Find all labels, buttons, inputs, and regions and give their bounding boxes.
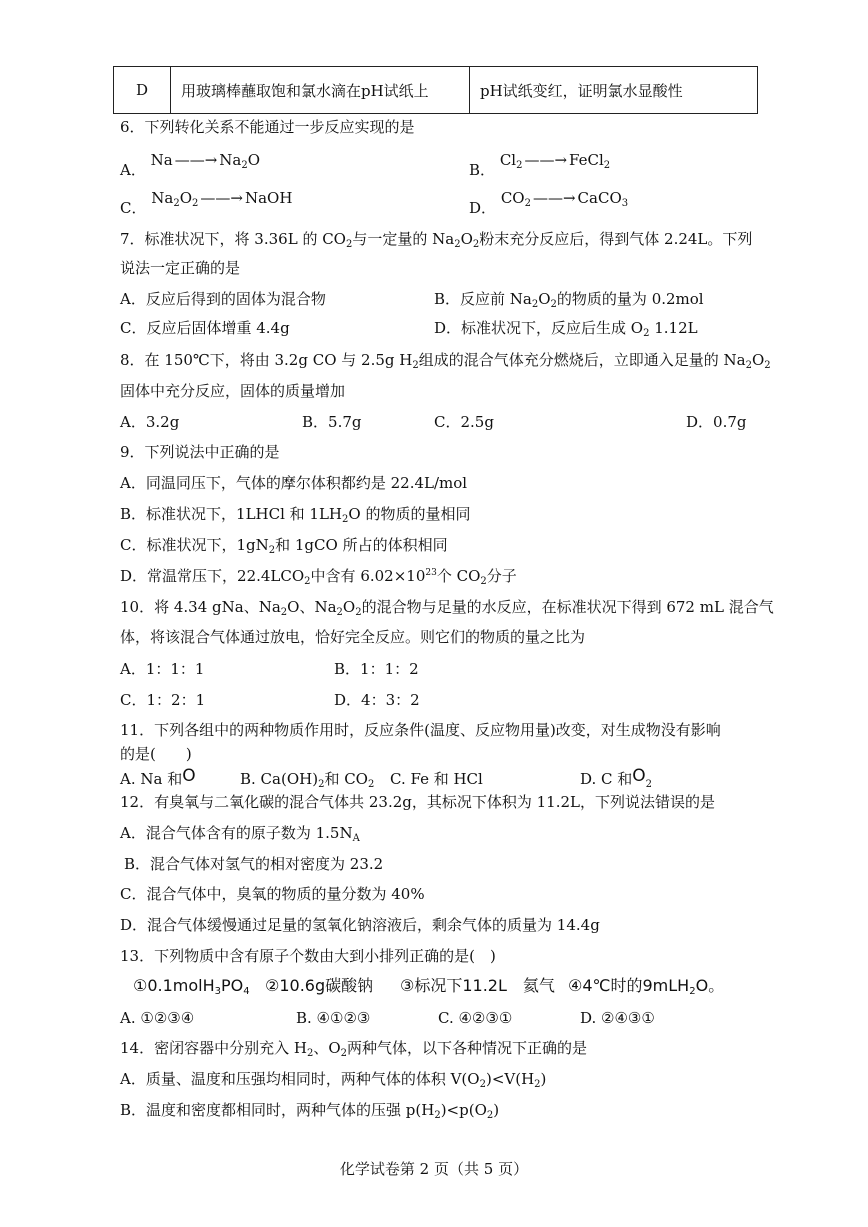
q11-option-a <box>120 766 196 789</box>
option-letter: A． <box>120 161 146 179</box>
text: ①0.1molH <box>133 976 215 995</box>
text: O <box>751 351 765 369</box>
q10-option-d: D．4：3：2 <box>334 691 420 709</box>
formula: Na <box>151 189 174 207</box>
subscript: 2 <box>745 360 752 371</box>
subscript: 3 <box>621 198 629 209</box>
formula: Cl <box>499 151 517 169</box>
q6-option-a <box>120 151 261 180</box>
text: )<p(O <box>440 1101 487 1119</box>
q9-option-d <box>120 566 517 586</box>
q7-stem-line2: 说法一定正确的是 <box>120 259 241 277</box>
q13-item-4 <box>568 976 724 996</box>
subscript: 2 <box>412 360 419 371</box>
text: ④4℃时的9mLH <box>568 976 690 995</box>
q12-option-c: C．混合气体中，臭氧的物质的量分数为 40% <box>120 885 425 903</box>
option-letter: D． <box>469 199 497 217</box>
text: 组成的混合气体充分燃烧后，立即通入足量的 Na <box>418 351 746 369</box>
q13-item-2: ②10.6g碳酸钠 <box>265 976 374 995</box>
text: 粉末充分反应后，得到气体 2.24L。下列 <box>479 230 753 248</box>
text: 1.12L <box>649 319 698 337</box>
q12-stem: 12．有臭氧与二氧化碳的混合气体共 23.2g，其标况下体积为 11.2L，下列说法错误的是 <box>120 793 715 811</box>
q12-option-d: D．混合气体缓慢通过足量的氢氧化钠溶液后，剩余气体的质量为 14.4g <box>120 916 600 934</box>
q14-option-a <box>120 1069 546 1089</box>
q13-stem: 13．下列物质中含有原子个数由大到小排列正确的是( ) <box>120 947 496 965</box>
text: A. Na 和 <box>120 770 183 788</box>
q14-option-b <box>120 1100 499 1120</box>
subscript: 2 <box>241 160 248 171</box>
text: O <box>182 766 196 786</box>
q7-option-a: A．反应后得到的固体为混合物 <box>120 290 326 308</box>
table-row <box>114 67 758 114</box>
text: 的混合物与足量的水反应，在标准状况下得到 672 mL 混合气 <box>361 598 774 616</box>
q12-option-a <box>120 823 360 843</box>
q9-stem: 9．下列说法中正确的是 <box>120 443 280 461</box>
q13-option-d: D. ②④③① <box>580 1009 655 1027</box>
text: 和 CO <box>324 770 368 788</box>
subscript: 2 <box>603 160 611 171</box>
text: ) <box>540 1070 547 1088</box>
subscript: 2 <box>336 607 343 618</box>
subscript: 2 <box>318 779 325 790</box>
q11-stem-line1: 11．下列各组中的两种物质作用时，反应条件(温度、反应物用量)改变，对生成物没有影响 <box>120 721 721 739</box>
q11-option-b <box>240 769 374 789</box>
q9-option-b <box>120 504 470 524</box>
text: 分子 <box>486 567 517 585</box>
text: 10．将 4.34 gNa、Na <box>120 598 281 616</box>
text: B. Ca(OH) <box>240 770 319 788</box>
q6-stem: 6．下列转化关系不能通过一步反应实现的是 <box>120 118 415 136</box>
text: O、Na <box>287 598 337 616</box>
formula: Na <box>150 151 173 169</box>
subscript: 4 <box>243 986 250 997</box>
q8-option-d: D．0.7g <box>686 413 747 431</box>
text: 的物质的量为 0.2mol <box>556 290 704 308</box>
q8-stem-line2: 固体中充分反应，固体的质量增加 <box>120 382 346 400</box>
text: 两种气体，以下各种情况下正确的是 <box>347 1039 588 1057</box>
text: B．温度和密度都相同时，两种气体的压强 p(H <box>120 1101 435 1119</box>
text: O <box>342 598 356 616</box>
subscript: 3 <box>214 986 222 997</box>
superscript: 23 <box>425 568 437 578</box>
subscript: 2 <box>643 328 650 339</box>
text: D. C 和 <box>580 770 633 788</box>
subscript: 2 <box>345 239 353 250</box>
q11-option-c: C. Fe 和 HCl <box>390 770 483 788</box>
subscript: 2 <box>645 779 653 790</box>
subscript: 2 <box>367 779 375 790</box>
q10-stem-line1 <box>120 597 774 617</box>
subscript: 2 <box>342 514 349 525</box>
answer-table <box>113 66 758 114</box>
q13-option-a: A. ①②③④ <box>120 1009 195 1027</box>
text: B．反应前 Na <box>434 290 532 308</box>
text: D．标准状况下，反应后生成 O <box>434 319 644 337</box>
q9-option-a: A．同温同压下，气体的摩尔体积都约是 22.4L/mol <box>120 474 468 492</box>
text: 7．标准状况下，将 3.36L 的 CO <box>120 230 346 248</box>
formula: Na <box>219 151 242 169</box>
subscript: 2 <box>472 239 480 250</box>
text: A．质量、温度和压强均相同时，两种气体的体积 V(O <box>120 1070 480 1088</box>
formula: O <box>179 189 193 207</box>
q10-option-c: C．1：2：1 <box>120 691 206 709</box>
q8-option-c: C．2.5g <box>434 413 494 431</box>
subscript: 2 <box>280 607 288 618</box>
q8-option-b: B．5.7g <box>302 413 362 431</box>
subscript: 2 <box>516 160 523 171</box>
q10-option-a: A．1：1：1 <box>120 660 205 678</box>
subscript: 2 <box>486 1110 494 1121</box>
formula: O <box>247 151 261 169</box>
table-cell-label: D <box>114 67 171 114</box>
formula: CO <box>500 189 525 207</box>
page-footer: 化学试卷第 2 页（共 5 页） <box>339 1160 529 1178</box>
q12-option-b: B．混合气体对氢气的相对密度为 23.2 <box>124 855 384 873</box>
table-cell-operation: 用玻璃棒蘸取饱和氯水滴在pH试纸上 <box>171 67 470 114</box>
text: B．标准状况下，1LHCl 和 1LH <box>120 505 343 523</box>
arrow-icon: ——→ <box>532 189 576 207</box>
subscript: 2 <box>764 360 771 371</box>
arrow-icon: ——→ <box>524 151 568 169</box>
q6-option-b <box>469 151 611 180</box>
subscript: 2 <box>355 607 362 618</box>
text: 14．密闭容器中分别充入 H <box>120 1039 307 1057</box>
q6-option-c <box>120 189 293 218</box>
arrow-icon: ——→ <box>200 189 243 207</box>
subscript: 2 <box>689 986 696 997</box>
subscript: 2 <box>480 576 487 587</box>
subscript: 2 <box>454 239 461 250</box>
formula: CaCO <box>577 189 622 207</box>
q7-stem-line1 <box>120 229 752 249</box>
text: O <box>538 290 551 308</box>
text: O <box>460 230 473 248</box>
text: D．常温常压下，22.4LCO <box>120 567 305 585</box>
text: ) <box>493 1101 500 1119</box>
subscript: 2 <box>173 198 180 209</box>
formula: NaOH <box>244 189 293 207</box>
formula: FeCl <box>569 151 604 169</box>
q7-option-b <box>434 289 704 309</box>
q6-option-d <box>469 189 629 218</box>
text: A．混合气体含有的原子数为 1.5N <box>120 824 353 842</box>
subscript: 2 <box>534 1079 541 1090</box>
subscript: 2 <box>524 198 531 209</box>
text: 8．在 150℃下，将由 3.2g CO 与 2.5g H <box>120 351 413 369</box>
text: O 的物质的量相同 <box>348 505 471 523</box>
option-letter: C． <box>120 199 147 217</box>
table-cell-conclusion: pH试纸变红，证明氯水显酸性 <box>470 67 758 114</box>
subscript: 2 <box>306 1048 314 1059</box>
subscript: 2 <box>550 299 557 310</box>
q13-item-1 <box>133 976 250 996</box>
q8-stem-line1 <box>120 350 771 370</box>
subscript: A <box>352 833 360 844</box>
q10-option-b: B．1：1：2 <box>334 660 419 678</box>
q11-option-d <box>580 766 653 790</box>
text: 中含有 6.02×10 <box>310 567 426 585</box>
text: 与一定量的 Na <box>352 230 455 248</box>
q10-stem-line2: 体，将该混合气体通过放电，恰好完全反应。则它们的物质的量之比为 <box>120 628 586 646</box>
option-letter: B． <box>469 161 496 179</box>
text: 个 CO <box>436 567 481 585</box>
q13-option-b: B. ④①②③ <box>296 1009 371 1027</box>
q13-option-c: C. ④②③① <box>438 1009 513 1027</box>
subscript: 2 <box>434 1110 441 1121</box>
text: PO <box>221 976 244 995</box>
text: O。 <box>695 976 725 995</box>
subscript: 2 <box>192 198 199 209</box>
q14-stem <box>120 1038 587 1058</box>
q7-option-d <box>434 318 698 338</box>
q7-option-c: C．反应后固体增重 4.4g <box>120 319 290 337</box>
subscript: 2 <box>340 1048 347 1059</box>
arrow-icon: ——→ <box>174 151 218 169</box>
subscript: 2 <box>268 545 276 556</box>
text: O <box>632 766 646 786</box>
q13-item-3: ③标况下11.2L 氦气 <box>400 976 555 995</box>
subscript: 2 <box>531 299 539 310</box>
q11-stem-line2: 的是( ) <box>120 745 192 763</box>
text: 、O <box>313 1039 341 1057</box>
text: C．标准状况下，1gN <box>120 536 269 554</box>
text: 和 1gCO 所占的体积相同 <box>275 536 448 554</box>
q8-option-a: A．3.2g <box>120 413 180 431</box>
subscript: 2 <box>304 576 311 587</box>
text: )<V(H <box>485 1070 535 1088</box>
q9-option-c <box>120 535 448 555</box>
subscript: 2 <box>479 1079 486 1090</box>
